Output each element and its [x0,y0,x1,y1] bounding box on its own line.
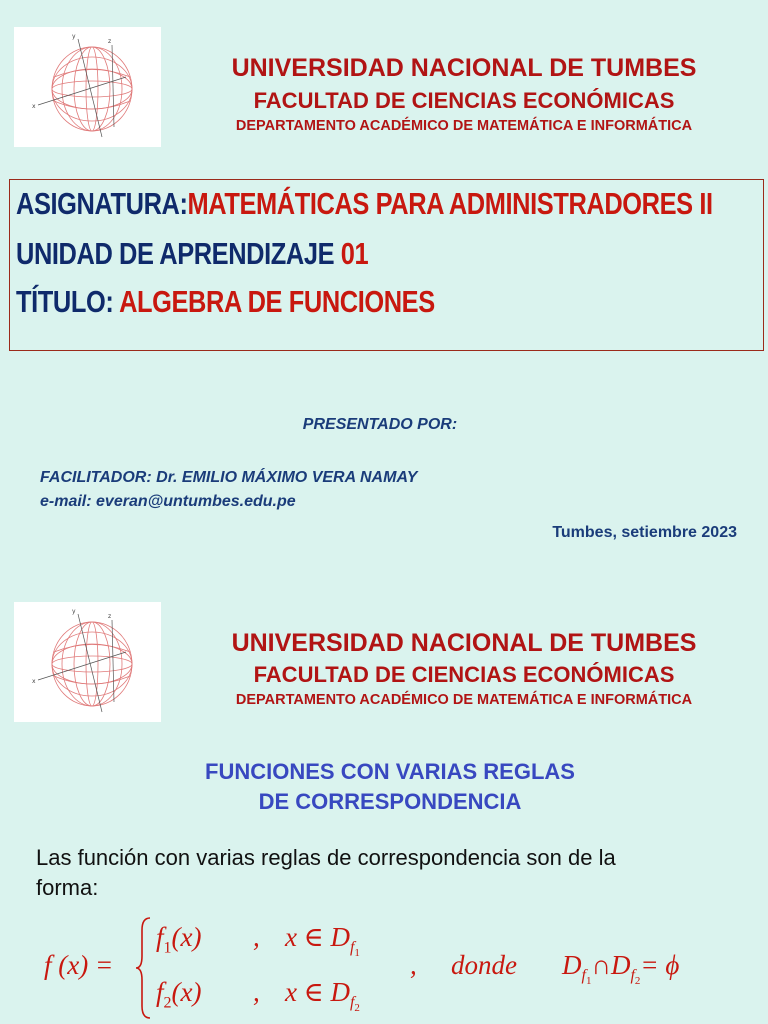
formula-comma: , [410,950,417,980]
formula-intersection: $D_{f_1}\cap D_{f_2}= \phi$ [562,950,680,988]
subject-line [16,186,713,222]
sphere-3d-axes-icon [14,602,161,722]
sphere-3d-axes-icon [14,27,161,147]
university-logo [14,27,161,147]
case1-function: $f_1(x)$ [156,922,202,957]
title-label: TÍTULO: [16,284,120,319]
title-line [16,284,435,320]
svg-text:y: y [72,33,76,40]
case1-condition: x ∈ $D_{f_1}$ [285,922,360,960]
case2-condition: x ∈ $D_{f_2}$ [285,977,360,1015]
formula-donde: donde [451,950,517,980]
title-value: ALGEBRA DE FUNCIONES [119,284,435,319]
unit-value: 01 [340,236,369,271]
case2-function: $f_2(x)$ [156,977,202,1012]
faculty-name: FACULTAD DE CIENCIAS ECONÓMICAS [253,88,675,113]
university-name-2: UNIVERSIDAD NACIONAL DE TUMBES [231,629,697,657]
subject-value: MATEMÁTICAS PARA ADMINISTRADORES II [187,186,713,221]
left-brace [134,916,154,1020]
email: e-mail: everan@untumbes.edu.pe [40,493,296,510]
formula-lhs: f (x) = [44,950,114,980]
case2-comma: , [253,977,260,1007]
body-line1: Las función con varias reglas de correspondencia son de la [36,845,616,870]
svg-text:x: x [32,678,36,685]
department-name-2: DEPARTAMENTO ACADÉMICO DE MATEMÁTICA E INFORMÁTICA [235,692,693,708]
unit-label: UNIDAD DE APRENDIZAJE [16,236,341,271]
university-logo-2 [14,602,161,722]
section-title-line1: FUNCIONES CON VARIAS REGLAS [205,759,575,784]
body-line2: forma: [36,875,99,900]
university-name: UNIVERSIDAD NACIONAL DE TUMBES [231,54,697,82]
presented-by: PRESENTADO POR: [302,416,458,433]
svg-text:x: x [32,103,36,110]
svg-text:y: y [72,608,76,615]
section-title-line2: DE CORRESPONDENCIA [258,789,522,814]
place-date: Tumbes, setiembre 2023 [552,524,737,541]
faculty-name-2: FACULTAD DE CIENCIAS ECONÓMICAS [253,662,675,687]
svg-text:z: z [108,38,112,45]
unit-line [16,236,368,272]
case1-comma: , [253,922,260,952]
svg-text:z: z [108,613,112,620]
facilitator: FACILITADOR: Dr. EMILIO MÁXIMO VERA NAMAY [40,469,418,486]
department-name: DEPARTAMENTO ACADÉMICO DE MATEMÁTICA E INFORMÁTICA [235,118,693,134]
subject-label: ASIGNATURA: [16,186,188,221]
